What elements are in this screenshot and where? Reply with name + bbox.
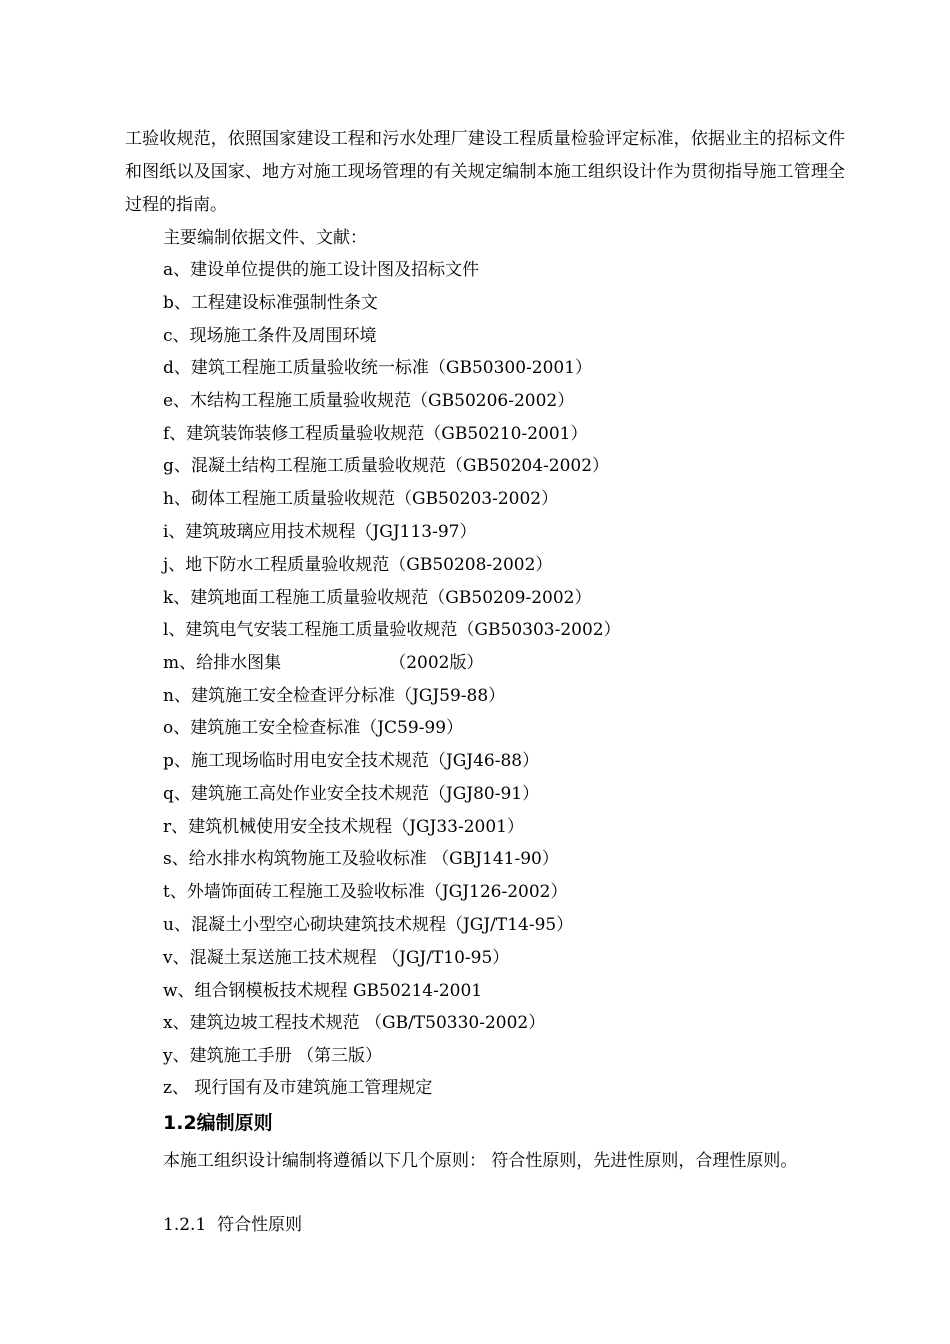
- list-item: z、 现行国有及市建筑施工管理规定: [163, 1078, 433, 1098]
- list-item: p、施工现场临时用电安全技术规范（JGJ46-88）: [163, 751, 540, 771]
- list-item: j、地下防水工程质量验收规范（GB50208-2002）: [163, 555, 553, 575]
- list-item: f、建筑装饰装修工程质量验收规范（GB50210-2001）: [163, 424, 588, 444]
- section-heading: 1.2编制原则: [163, 1112, 273, 1134]
- list-item: m、给排水图集 （2002版）: [163, 653, 484, 673]
- list-item: l、建筑电气安装工程施工质量验收规范（GB50303-2002）: [163, 620, 621, 640]
- list-item: s、给水排水构筑物施工及验收标准 （GBJ141-90）: [163, 849, 559, 869]
- subsection-heading: 1.2.1 符合性原则: [163, 1215, 303, 1235]
- list-item: i、建筑玻璃应用技术规程（JGJ113-97）: [163, 522, 477, 542]
- principles-paragraph: 本施工组织设计编制将遵循以下几个原则： 符合性原则，先进性原则，合理性原则。: [163, 1151, 798, 1171]
- list-item: a、建设单位提供的施工设计图及招标文件: [163, 260, 480, 280]
- list-item: b、工程建设标准强制性条文: [163, 293, 378, 313]
- list-item: d、建筑工程施工质量验收统一标准（GB50300-2001）: [163, 358, 593, 378]
- list-item: g、混凝土结构工程施工质量验收规范（GB50204-2002）: [163, 456, 610, 476]
- list-item: e、木结构工程施工质量验收规范（GB50206-2002）: [163, 391, 575, 411]
- list-item: o、建筑施工安全检查标准（JC59-99）: [163, 718, 464, 738]
- list-item: t、外墙饰面砖工程施工及验收标准（JGJ126-2002）: [163, 882, 568, 902]
- list-item: y、建筑施工手册 （第三版）: [163, 1046, 383, 1066]
- intro-paragraph: 工验收规范，依照国家建设工程和污水处理厂建设工程质量检验评定标准，依据业主的招标文件和图纸以及国家、地方对施工现场管理的有关规定编制本施工组织设计作为贯彻指导施工管理全过程的指南。: [125, 129, 845, 215]
- list-item: v、混凝土泵送施工技术规程 （JGJ/T10-95）: [163, 948, 510, 968]
- list-item: r、建筑机械使用安全技术规程（JGJ33-2001）: [163, 817, 524, 837]
- basis-title: 主要编制依据文件、文献：: [163, 228, 367, 248]
- list-item: h、砌体工程施工质量验收规范（GB50203-2002）: [163, 489, 559, 509]
- list-item: k、建筑地面工程施工质量验收规范（GB50209-2002）: [163, 588, 592, 608]
- list-item: w、组合钢模板技术规程 GB50214-2001: [163, 981, 483, 1001]
- list-item: x、建筑边坡工程技术规范 （GB/T50330-2002）: [163, 1013, 546, 1033]
- list-item: n、建筑施工安全检查评分标准（JGJ59-88）: [163, 686, 506, 706]
- list-item: c、现场施工条件及周围环境: [163, 326, 377, 346]
- list-item: u、混凝土小型空心砌块建筑技术规程（JGJ/T14-95）: [163, 915, 574, 935]
- list-item: q、建筑施工高处作业安全技术规范（JGJ80-91）: [163, 784, 540, 804]
